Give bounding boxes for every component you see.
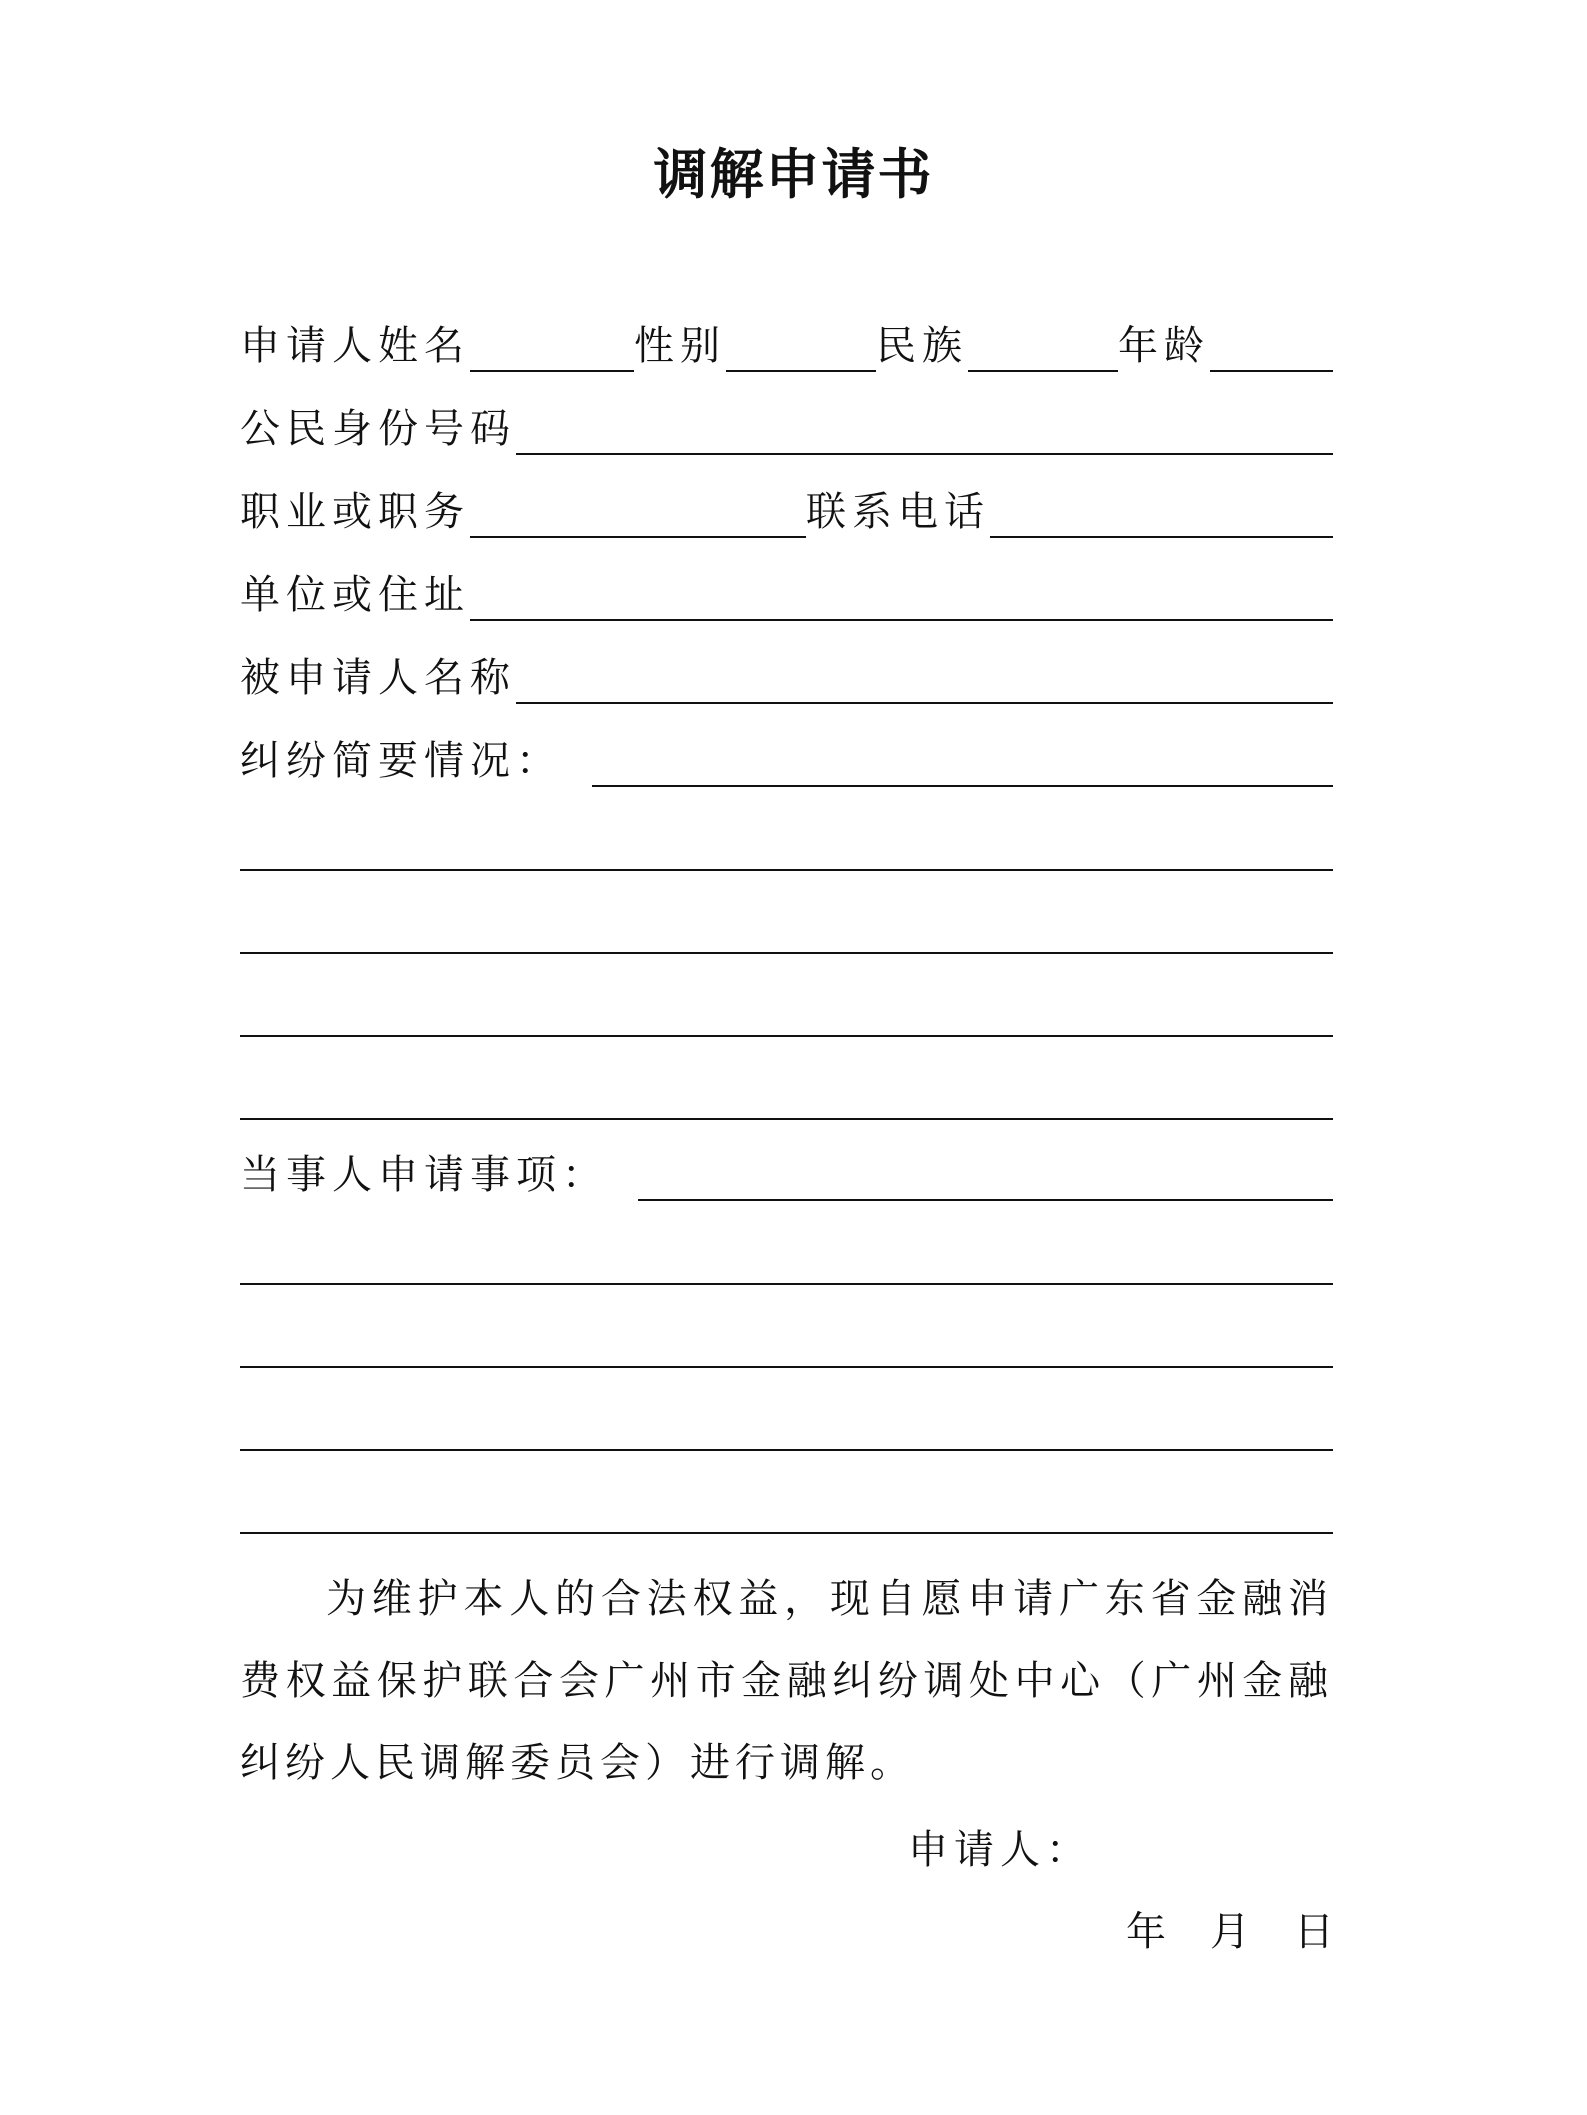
address-label: 单位或住址 bbox=[240, 572, 470, 618]
respondent-label: 被申请人名称 bbox=[240, 655, 516, 701]
basic-info-row bbox=[240, 312, 1333, 372]
dispute-summary-row bbox=[240, 727, 1333, 787]
day-label: 日 bbox=[1294, 1909, 1334, 1955]
ethnicity-label: 民族 bbox=[876, 323, 968, 369]
dispute-summary-line[interactable] bbox=[240, 869, 1333, 871]
address-field[interactable] bbox=[470, 565, 1333, 621]
occupation-phone-row bbox=[240, 478, 1333, 538]
respondent-row bbox=[240, 644, 1333, 704]
gender-label: 性别 bbox=[634, 323, 726, 369]
applicant-signature-label: 申请人： bbox=[908, 1827, 1092, 1873]
phone-label: 联系电话 bbox=[806, 489, 990, 535]
requests-label: 当事人申请事项： bbox=[240, 1152, 608, 1198]
phone-field[interactable] bbox=[990, 482, 1333, 538]
id-number-field[interactable] bbox=[516, 399, 1333, 455]
occupation-label: 职业或职务 bbox=[240, 489, 470, 535]
address-row bbox=[240, 561, 1333, 621]
signature-date bbox=[1126, 1900, 1334, 1957]
requests-line[interactable] bbox=[240, 1366, 1333, 1368]
requests-line[interactable] bbox=[240, 1449, 1333, 1451]
age-label: 年龄 bbox=[1118, 323, 1210, 369]
dispute-summary-field[interactable] bbox=[592, 731, 1333, 787]
requests-line[interactable] bbox=[240, 1283, 1333, 1285]
dispute-summary-line[interactable] bbox=[240, 952, 1333, 954]
occupation-field[interactable] bbox=[470, 482, 806, 538]
requests-row bbox=[240, 1141, 1333, 1201]
respondent-field[interactable] bbox=[516, 648, 1333, 704]
age-field[interactable] bbox=[1210, 316, 1333, 372]
gender-field[interactable] bbox=[726, 316, 876, 372]
statement-paragraph: 为维护本人的合法权益，现自愿申请广东省金融消费权益保护联合会广州市金融纠纷调处中心（广州金融纠纷人民调解委员会）进行调解。 bbox=[240, 1576, 1333, 1786]
page-title: 调解申请书 bbox=[653, 143, 934, 206]
id-number-row bbox=[240, 395, 1333, 455]
month-label: 月 bbox=[1210, 1909, 1250, 1955]
name-label: 申请人姓名 bbox=[240, 323, 470, 369]
dispute-summary-line[interactable] bbox=[240, 1118, 1333, 1120]
name-field[interactable] bbox=[470, 316, 634, 372]
id-number-label: 公民身份号码 bbox=[240, 406, 516, 452]
requests-line[interactable] bbox=[240, 1532, 1333, 1534]
ethnicity-field[interactable] bbox=[968, 316, 1118, 372]
dispute-summary-label: 纠纷简要情况： bbox=[240, 738, 562, 784]
dispute-summary-line[interactable] bbox=[240, 1035, 1333, 1037]
year-label: 年 bbox=[1126, 1909, 1166, 1955]
requests-field[interactable] bbox=[638, 1145, 1333, 1201]
